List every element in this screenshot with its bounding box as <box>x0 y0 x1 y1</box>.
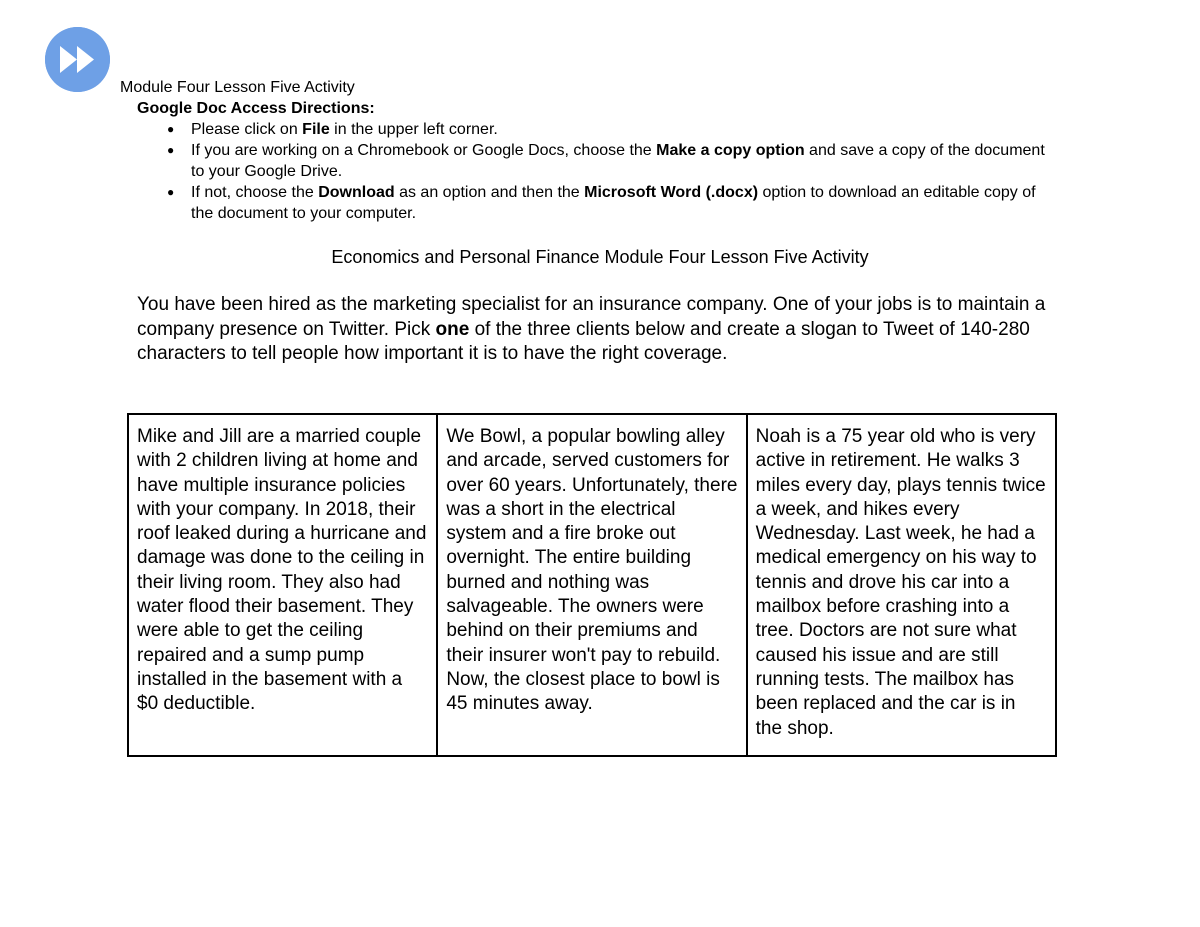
direction-bold: Make a copy option <box>656 142 805 159</box>
direction-text: Please click on <box>191 121 303 138</box>
direction-text: If you are working on a Chromebook or Google Docs, choose the <box>191 142 657 159</box>
direction-text: and save a copy of the document to your Google Drive. <box>191 142 1045 180</box>
access-heading: Google Doc Access Directions: <box>137 100 375 117</box>
clients-table <box>127 413 1057 757</box>
direction-bold: Download <box>318 184 395 201</box>
direction-item <box>163 182 1053 224</box>
prompt-text: of the three clients below and create a slogan to Tweet of 140-280 characters to tell people how important it is to have the right coverage. <box>137 318 1030 364</box>
table-row <box>128 414 1056 756</box>
direction-bold: File <box>302 121 330 138</box>
direction-bold: Microsoft Word (.docx) <box>584 184 759 201</box>
prompt-emphasis: one <box>435 318 470 340</box>
prompt-text: You have been hired as the marketing specialist for an insurance company. One of your jobs is to maintain a company presence on Twitter. Pick <box>137 294 1046 340</box>
direction-text: If not, choose the <box>191 184 319 201</box>
document-title: Economics and Personal Finance Module Four Lesson Five Activity <box>331 247 869 267</box>
bullet-icon: ● <box>167 185 175 199</box>
client-cell-mike-jill: Mike and Jill are a married couple with 2 children living at home and have multiple insurance policies with your company. In 2018, their roof leaked during a hurricane and damage was done to the ceiling in their living room. They also had water flood their basement. They were able to get the ceiling repaired and a sump pump installed in the basement with a $0 deductible. <box>128 414 437 756</box>
direction-text: as an option and then the <box>394 184 585 201</box>
bullet-icon: ● <box>167 143 175 157</box>
direction-text: in the upper left corner. <box>329 121 498 138</box>
client-cell-noah: Noah is a 75 year old who is very active in retirement. He walks 3 miles every day, plays tennis twice a week, and hikes every Wednesday. Last week, he had a medical emergency on his way to tennis and drove his car into a mailbox before crashing into a tree. Doctors are not sure what caused his issue and are still running tests. The mailbox has been replaced and the car is in the shop. <box>747 414 1056 756</box>
module-title: Module Four Lesson Five Activity <box>120 79 355 96</box>
fast-forward-icon <box>45 27 110 92</box>
bullet-icon: ● <box>167 122 175 136</box>
direction-text: option to download an editable copy of the document to your computer. <box>191 184 1036 222</box>
direction-item <box>163 140 1053 182</box>
directions-list <box>163 119 1053 224</box>
activity-prompt <box>137 293 1057 367</box>
client-cell-we-bowl: We Bowl, a popular bowling alley and arcade, served customers for over 60 years. Unfortunately, there was a short in the electrical system and a fire broke out overnight. The entire building burned and nothing was salvageable. The owners were behind on their premiums and their insurer won't pay to rebuild. Now, the closest place to bowl is 45 minutes away. <box>437 414 746 756</box>
direction-item <box>163 119 1053 140</box>
fast-forward-icon-graphic <box>45 27 110 92</box>
